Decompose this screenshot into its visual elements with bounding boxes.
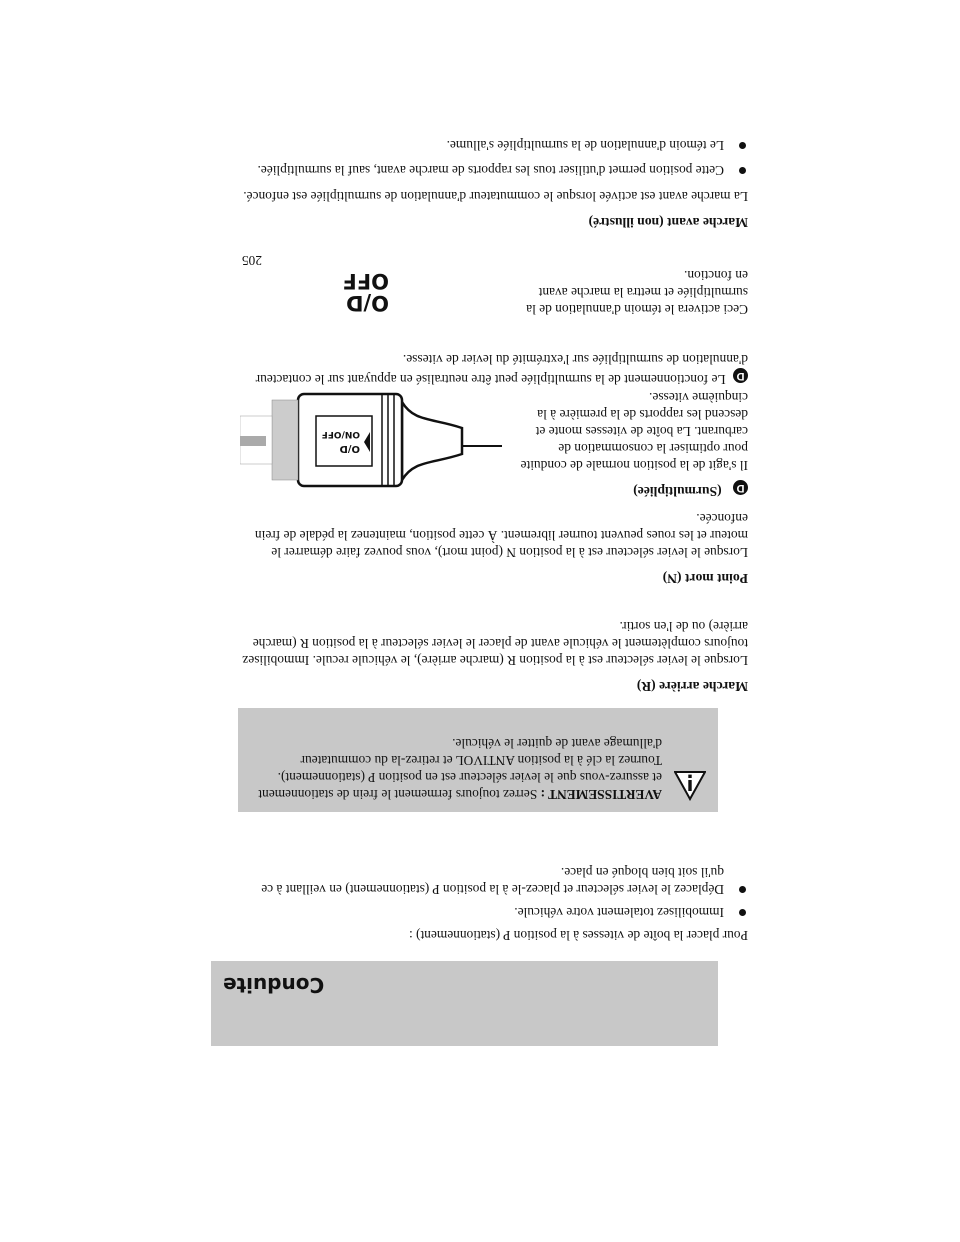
- warning-triangle-icon: [674, 769, 706, 801]
- list-item: Cette position permet d'utiliser tous les rapports de marche avant, sauf la surmultipliée.: [238, 162, 748, 179]
- warning-text: Serrez toujours fermement le frein de stationnement et assurez-vous que le levier sélecteur est en position P (stationnement). Tournez la clé à la position ANTIVOL et retirez-la du commutateur d'allumage avant de quitter le véhicule.: [258, 736, 662, 802]
- indicator-od: O/D: [346, 291, 389, 315]
- overdrive-d-icon: D: [733, 480, 748, 495]
- neutral-heading: Point mort (N): [662, 571, 748, 586]
- list-item: Déplacez le levier sélecteur et placez-le à la position P (stationnement) en veillant à ce qu'il soit bien bloqué en place.: [238, 864, 748, 898]
- neutral-text: Lorsque le levier sélecteur est à la position N (point mort), vous pouvez faire démarrer le moteur et les roues peuvent tourner librement. À cette position, maintenez la pédale de frein enfoncée.: [254, 511, 748, 560]
- overdrive-text-b-row: [238, 351, 748, 388]
- reverse-text: Lorsque le levier sélecteur est à la position R (marche arrière), le véhicule recule. Immobilisez toujours complètement le véhicule avant de placer le levier sélecteur à la position R (marche arrière) ou de l'en sortir.: [242, 619, 748, 668]
- warning-box: [238, 708, 718, 812]
- overdrive-cancel-text: Ceci activera le témoin d'annulation de la surmultipliée et mettra la marche avant en fonction.: [526, 268, 748, 317]
- forward-text: La marche avant est activée lorsque le commutateur d'annulation de surmultipliée est enfoncé.: [243, 189, 748, 204]
- shifter-button-label-onoff: ON/OFF: [321, 429, 360, 439]
- section-header-band: [211, 961, 718, 1046]
- warning-label: AVERTISSEMENT :: [540, 787, 662, 802]
- intro-text: Pour placer la boîte de vitesses à la position P (stationnement) :: [408, 928, 748, 943]
- indicator-off: OFF: [342, 269, 389, 293]
- overdrive-text-a: Il s'agit de la position normale de conduite pour optimiser la consommation de carburant. La boîte de vitesses monte et descend les rapports de la première à la cinquième vitesse.: [520, 390, 748, 473]
- forward-section: [238, 137, 748, 231]
- neutral-section: [238, 510, 748, 587]
- od-off-indicator: [342, 270, 389, 314]
- overdrive-heading-row: [488, 480, 748, 500]
- list-item: Immobilisez totalement votre véhicule.: [238, 904, 748, 921]
- shifter-button-label-od: O/D: [339, 443, 360, 454]
- overdrive-heading: (Surmultipliée): [633, 484, 722, 499]
- intro-bullet-list: [238, 864, 748, 921]
- section-title: Conduite: [223, 973, 325, 997]
- list-item: Le témoin d'annulation de la surmultipliée s'allume.: [238, 137, 748, 154]
- forward-heading: Marche avant (non illustré): [588, 215, 748, 230]
- reverse-heading: Marche arrière (R): [636, 679, 748, 694]
- overdrive-d-icon: D: [733, 368, 748, 383]
- forward-bullet-list: [238, 137, 748, 179]
- page-number: 205: [241, 253, 262, 268]
- overdrive-text-b: Le fonctionnement de la surmultipliée peut être neutralisé en appuyant sur le contacteur d'annulation de surmultipliée sur l'extrémité du levier de vitesse.: [255, 352, 748, 387]
- reverse-section: [238, 618, 748, 695]
- intro-block: [238, 864, 748, 944]
- shift-lever-illustration: [240, 388, 502, 494]
